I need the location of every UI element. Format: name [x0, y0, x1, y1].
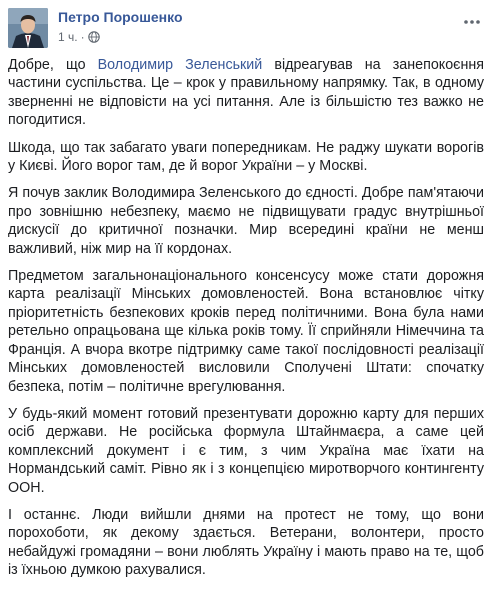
avatar[interactable]: [8, 8, 48, 48]
post-paragraph-4: Предметом загальнонаціонального консенсусу може стати дорожня карта реалізації Мінських домовленостей. Вона встановлює чітку пріоритетність безпекових кроків перед політичними. Вона була нами ретельно опрацьована ще кілька років тому. Її сприйняли Німеччина та Франція. А вчора вкотре підтримку саме такої послідовності реалізації Мінських домовленостей висловили Сполучені Штати: спочатку безпека, потім – політичне врегулювання.: [8, 268, 484, 395]
post-timestamp[interactable]: 1 ч.: [58, 30, 78, 44]
post-paragraph-5: У будь-який момент готовий презентувати дорожню карту для перших осіб держави. Не російська формула Штайнмаєра, а саме цей комплексний документ і є тим, з чим Україна має їхати на Нормандський саміт. Рівно як і з концепцією миротворчого контингенту ООН.: [8, 405, 484, 496]
post-body: [8, 56, 484, 589]
author-name[interactable]: Петро Порошенко: [58, 9, 183, 25]
more-options-icon[interactable]: [462, 14, 482, 30]
paragraph-1-suffix: відреагував на занепокоєння частини суспільства. Це – крок у правильному напрямку. Так, в одному зверненні не відповісти на усі питання. Але із більшістю тез важко не погодитися.: [8, 57, 484, 129]
post-meta: [58, 30, 100, 44]
post-paragraph-6: І останнє. Люди вийшли днями на протест не тому, що вони порохоботи, як декому здається. Ветерани, волонтери, просто небайдужі громадяни – вони люблять Україну і мають право на те, щоб із їхньою думкою рахувалися.: [8, 506, 484, 579]
post-paragraph-2: Шкода, що так забагато уваги попередникам. Не раджу шукати ворогів у Києві. Його ворог там, де й ворог України – у Москві.: [8, 139, 484, 175]
mention-link[interactable]: Володимир Зеленський: [97, 57, 263, 73]
paragraph-1-prefix: Добре, що: [8, 57, 98, 73]
post-header: [8, 8, 486, 48]
post-paragraph-1: [8, 56, 484, 130]
globe-icon[interactable]: [88, 31, 100, 43]
avatar-image: [8, 8, 48, 48]
post-paragraph-3: Я почув заклик Володимира Зеленського до єдності. Добре пам'ятаючи про зовнішню небезпеку, маємо не підвищувати градус внутрішньої дискусії до критичної позначки. Мир всередині країни не менш важливий, ніж мир на її кордонах.: [8, 185, 484, 257]
meta-separator: ·: [80, 30, 85, 44]
